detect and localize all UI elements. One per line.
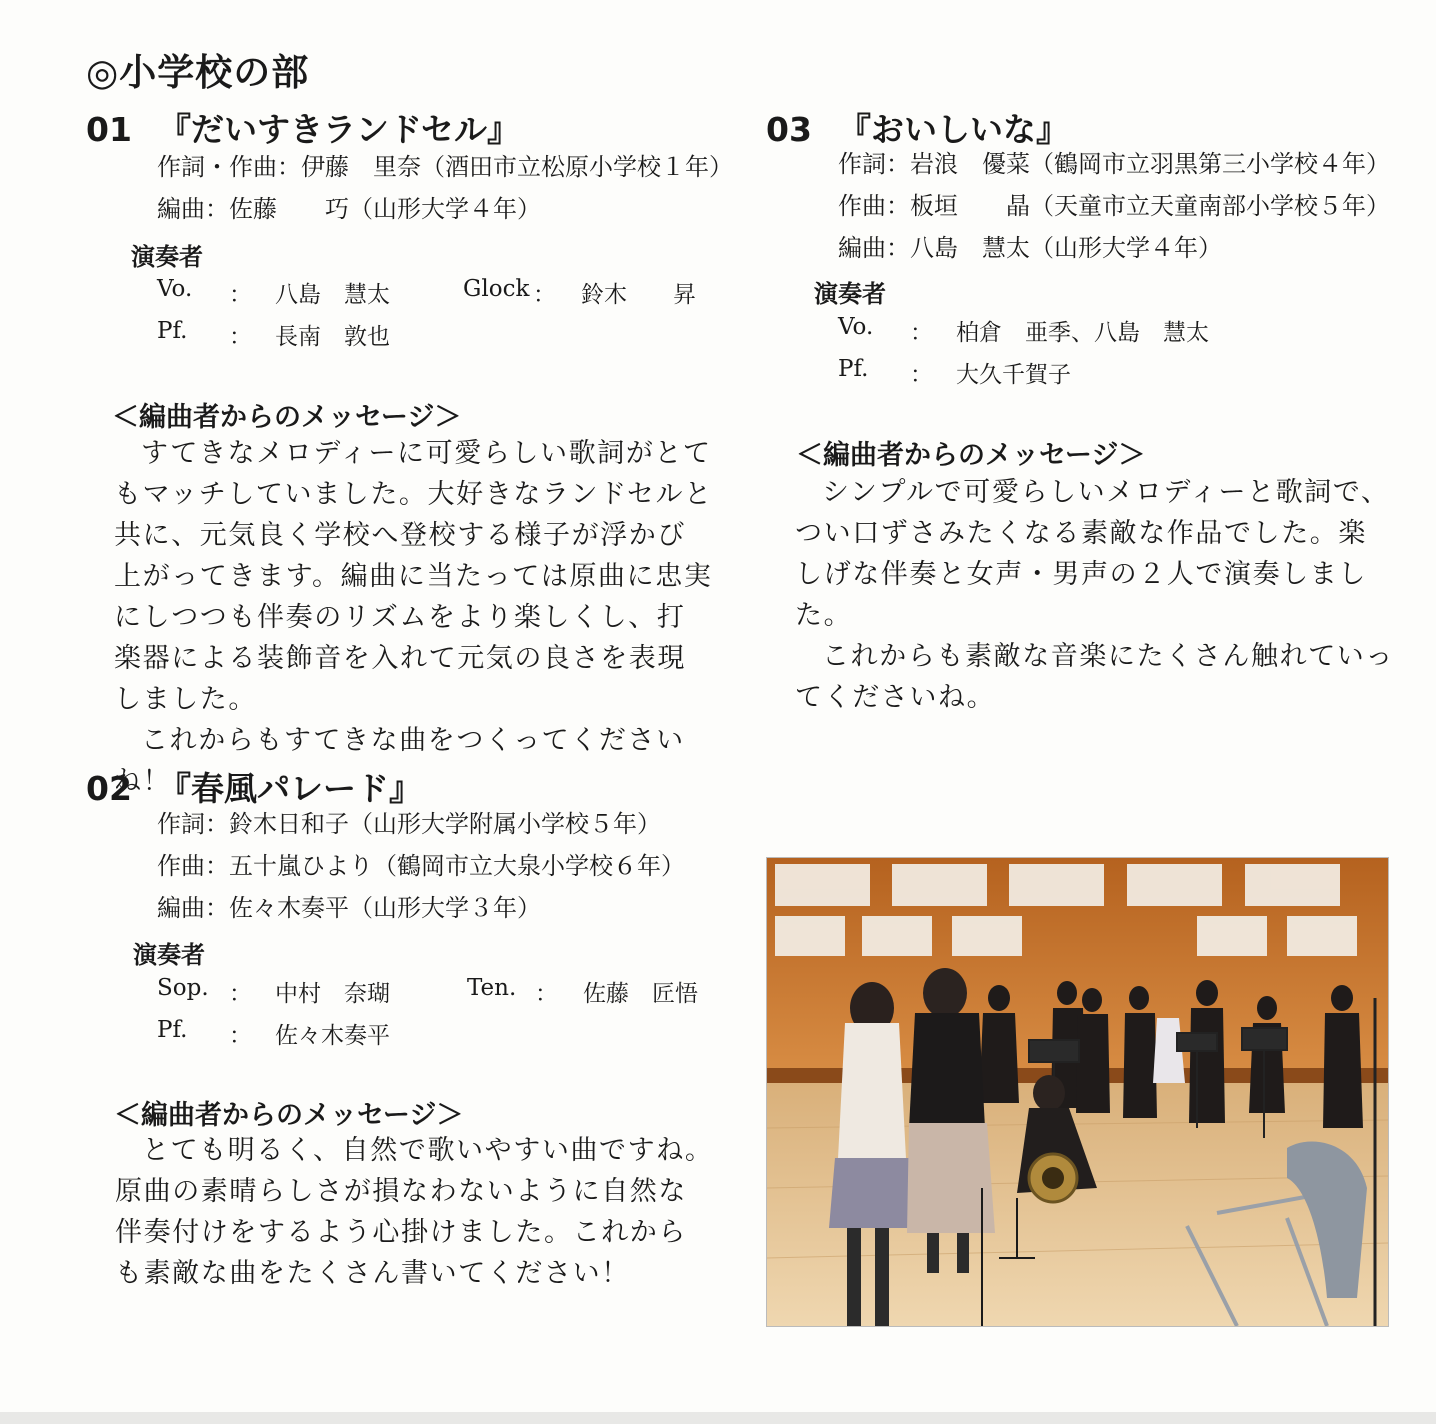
song-01-name: 『だいすきランドセル』 xyxy=(158,110,521,149)
song-03-number: 03 xyxy=(766,110,812,149)
song-03-message xyxy=(795,472,1395,718)
song-03-credit-music: 作曲：板垣 晶（天童市立天童南部小学校５年） xyxy=(838,192,1390,220)
performer-name: 鈴木 昇 xyxy=(581,282,696,308)
song-01-performers-label: 演奏者 xyxy=(131,243,203,271)
performer-part: Sop. xyxy=(157,975,209,1001)
song-02-performers-label: 演奏者 xyxy=(133,941,205,969)
song-02-credits xyxy=(157,803,685,929)
performer-name: 八島 慧太 xyxy=(275,282,390,308)
message-paragraph: すてきなメロディーに可愛らしい歌詞がとてもマッチしていました。大好きなランドセルと共に、元気良く学校へ登校する様子が浮かび上がってきます。編曲に当たっては原曲に忠実にしつつも伴奏のリズムをより楽しくし、打楽器による装飾音を入れて元気の良さを表現しました。 xyxy=(114,438,713,715)
performer-name: 大久千賀子 xyxy=(956,362,1071,388)
song-02-name: 『春風パレード』 xyxy=(158,769,422,808)
song-01-credit-lyrics-music: 作詞・作曲：伊藤 里奈（酒田市立松原小学校１年） xyxy=(157,153,733,181)
song-02-credit-arrangement: 編曲：佐々木奏平（山形大学３年） xyxy=(157,894,541,922)
message-paragraph: とても明るく、自然で歌いやすい曲ですね。原曲の素晴らしさが損なわないように自然な伴奏付けをするよう心掛けました。これからも素敵な曲をたくさん書いてください！ xyxy=(115,1135,714,1289)
performer-part: Vo. xyxy=(157,276,193,302)
performer-name: 柏倉 亜季、八島 慧太 xyxy=(956,320,1209,346)
song-03-credits xyxy=(838,143,1390,269)
song-01-credit-arrangement: 編曲：佐藤 巧（山形大学４年） xyxy=(157,195,541,223)
performer-part: Vo. xyxy=(838,314,874,340)
song-03-name: 『おいしいな』 xyxy=(838,110,1069,149)
song-02-performers xyxy=(157,975,717,1055)
song-03-performers xyxy=(838,314,1398,394)
performer-sep: ： xyxy=(910,362,933,388)
section-title: ◎小学校の部 xyxy=(86,51,310,94)
message-paragraph: これからも素敵な音楽にたくさん触れていってくださいね。 xyxy=(795,641,1394,713)
performer-sep: ： xyxy=(229,324,252,350)
performer-sep: ： xyxy=(229,1023,252,1049)
song-01-credits xyxy=(157,146,733,230)
song-01-title xyxy=(86,104,520,151)
performer-part: Pf. xyxy=(157,1017,188,1043)
song-01-message xyxy=(114,433,714,802)
page-bottom-edge xyxy=(0,1412,1436,1424)
song-01-number: 01 xyxy=(86,110,132,149)
performer-sep: ： xyxy=(535,981,558,1007)
song-03-message-heading: ＜編曲者からのメッセージ＞ xyxy=(796,440,1146,471)
message-paragraph: これからもすてきな曲をつくってくださいね！ xyxy=(114,725,685,797)
song-02-credit-music: 作曲：五十嵐ひより（鶴岡市立大泉小学校６年） xyxy=(157,852,685,880)
song-02-message xyxy=(115,1130,715,1294)
song-02-credit-lyrics: 作詞：鈴木日和子（山形大学附属小学校５年） xyxy=(157,810,661,838)
performer-part: Glock xyxy=(463,276,530,302)
performer-name: 佐々木奏平 xyxy=(275,1023,390,1049)
performer-part: Pf. xyxy=(838,356,869,382)
performer-name: 佐藤 匠悟 xyxy=(583,981,698,1007)
performer-name: 長南 敦也 xyxy=(275,324,390,350)
performer-name: 中村 奈瑚 xyxy=(275,981,390,1007)
performer-sep: ： xyxy=(910,320,933,346)
performer-part: Pf. xyxy=(157,318,188,344)
song-01-performers xyxy=(157,276,717,356)
song-03-credit-lyrics: 作詞：岩浪 優菜（鶴岡市立羽黒第三小学校４年） xyxy=(838,150,1390,178)
performer-sep: ： xyxy=(533,282,556,308)
song-03-performers-label: 演奏者 xyxy=(814,280,886,308)
performer-part: Ten. xyxy=(467,975,517,1001)
song-03-credit-arrangement: 編曲：八島 慧太（山形大学４年） xyxy=(838,234,1222,262)
performer-sep: ： xyxy=(229,282,252,308)
song-01-message-heading: ＜編曲者からのメッセージ＞ xyxy=(112,402,462,433)
rehearsal-photo xyxy=(766,857,1389,1327)
performer-sep: ： xyxy=(229,981,252,1007)
message-paragraph: シンプルで可愛らしいメロディーと歌詞で、つい口ずさみたくなる素敵な作品でした。楽しげな伴奏と女声・男声の２人で演奏しました。 xyxy=(795,477,1390,631)
song-02-number: 02 xyxy=(86,769,132,808)
rehearsal-scene-illustration xyxy=(767,858,1388,1326)
song-02-message-heading: ＜編曲者からのメッセージ＞ xyxy=(114,1100,464,1131)
